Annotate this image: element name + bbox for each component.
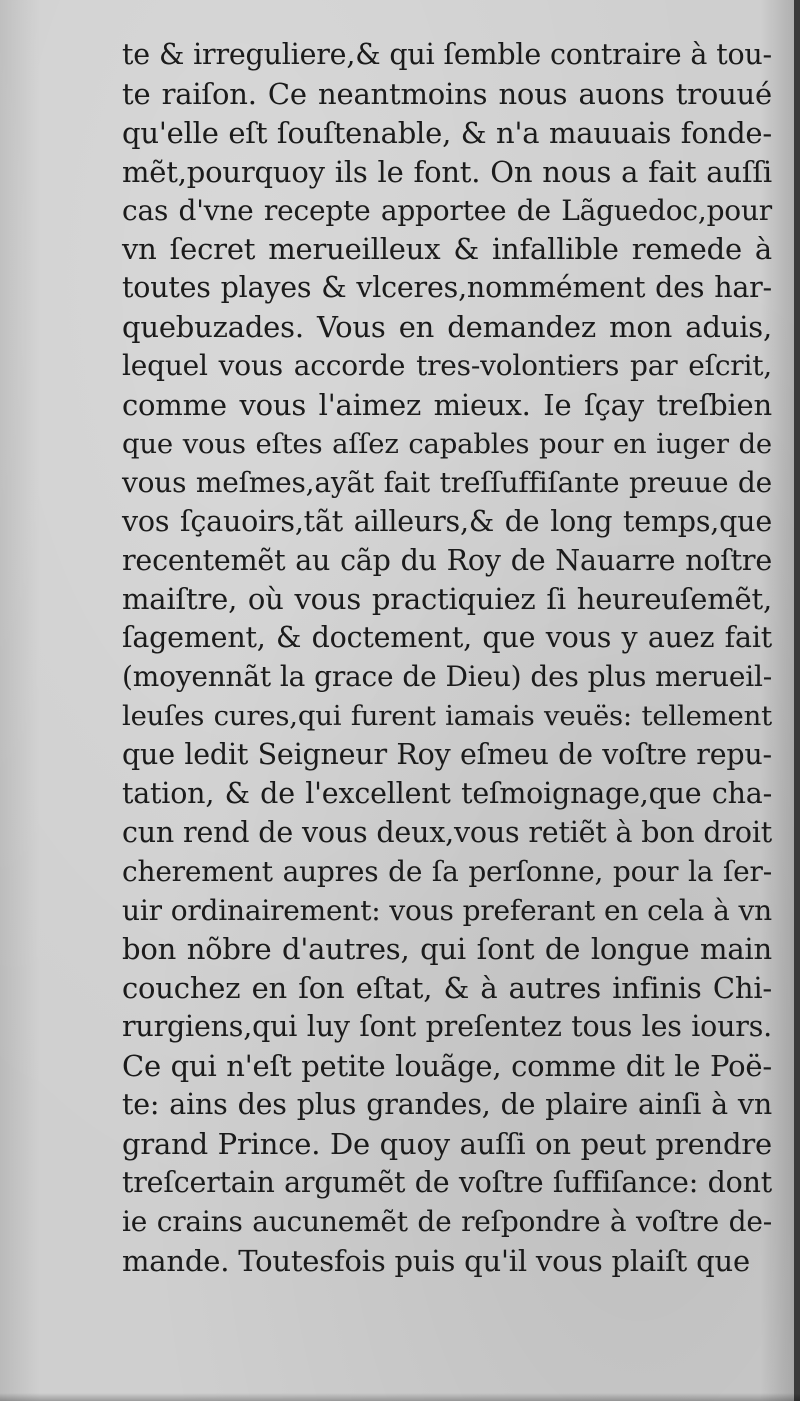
text-line: maiſtre, où vous practiquiez ſi heureuſemẽt,	[122, 582, 772, 617]
text-line: te: ains des plus grandes, de plaire ainſi à vn	[122, 1088, 772, 1122]
text-line: cun rend de vous deux,vous retiẽt à bon droit	[122, 815, 772, 849]
text-line: couchez en ſon eſtat, & à autres infinis Chi-	[122, 971, 772, 1006]
text-line: bon nõbre d'autres, qui ſont de longue main	[122, 932, 772, 967]
text-line: lequel vous accorde tres-volontiers par eſcrit,	[122, 349, 772, 383]
text-line: comme vous l'aimez mieux. Ie ſçay treſbien	[122, 388, 772, 423]
text-line: leuſes cures,qui furent iamais veuës: tellement	[122, 700, 772, 733]
text-line: cas d'vne recepte apportee de Lãguedoc,pour	[122, 193, 772, 227]
text-line: Ce qui n'eſt petite louãge, comme dit le Poë-	[122, 1049, 772, 1084]
page-bottom-shadow	[0, 1393, 800, 1401]
text-line: que vous eſtes aſſez capables pour en iuger de	[122, 427, 772, 460]
body-text	[122, 36, 772, 1281]
text-line: treſcertain argumẽt de voſtre ſuffiſance: dont	[122, 1165, 772, 1199]
text-line: ſagement, & doctement, que vous y auez fait	[122, 621, 772, 655]
text-line: vous meſmes,ayãt fait treſſuffiſante preuue de	[122, 465, 772, 499]
text-line: te raiſon. Ce neantmoins nous auons trouué	[122, 76, 772, 111]
text-line: rurgiens,qui luy ſont preſentez tous les iours.	[122, 1010, 772, 1044]
text-line: qu'elle eſt ſouſtenable, & n'a mauuais fonde-	[122, 115, 772, 150]
text-line: toutes playes & vlceres,nommément des har-	[122, 271, 772, 305]
text-line: tation, & de l'excellent teſmoignage,que cha-	[122, 776, 772, 810]
text-line: recentemẽt au cãp du Roy de Nauarre noſtre	[122, 543, 772, 577]
text-line: ie crains aucunemẽt de reſpondre à voſtre de-	[122, 1204, 772, 1238]
page-edge-shadow	[794, 0, 800, 1401]
text-line: (moyennãt la grace de Dieu) des plus merueil-	[122, 660, 772, 694]
text-line: quebuzades. Vous en demandez mon aduis,	[122, 310, 772, 345]
text-line: que ledit Seigneur Roy eſmeu de voſtre repu-	[122, 738, 772, 772]
text-line: mẽt,pourquoy ils le font. On nous a fait auſſi	[122, 154, 772, 189]
text-line: uir ordinairement: vous preferant en cela à vn	[122, 893, 772, 927]
text-line: vn ſecret merueilleux & infallible remede à	[122, 232, 772, 267]
text-line: grand Prince. De quoy auſſi on peut prendre	[122, 1126, 772, 1161]
text-line: vos ſçauoirs,tãt ailleurs,& de long temps,que	[122, 504, 772, 538]
text-line: cherement aupres de ſa perſonne, pour la ſer-	[122, 854, 772, 888]
text-line: mande. Toutesfois puis qu'il vous plaiſt que	[122, 1243, 750, 1278]
text-line: te & irreguliere,& qui ſemble contraire à tou-	[122, 38, 772, 71]
